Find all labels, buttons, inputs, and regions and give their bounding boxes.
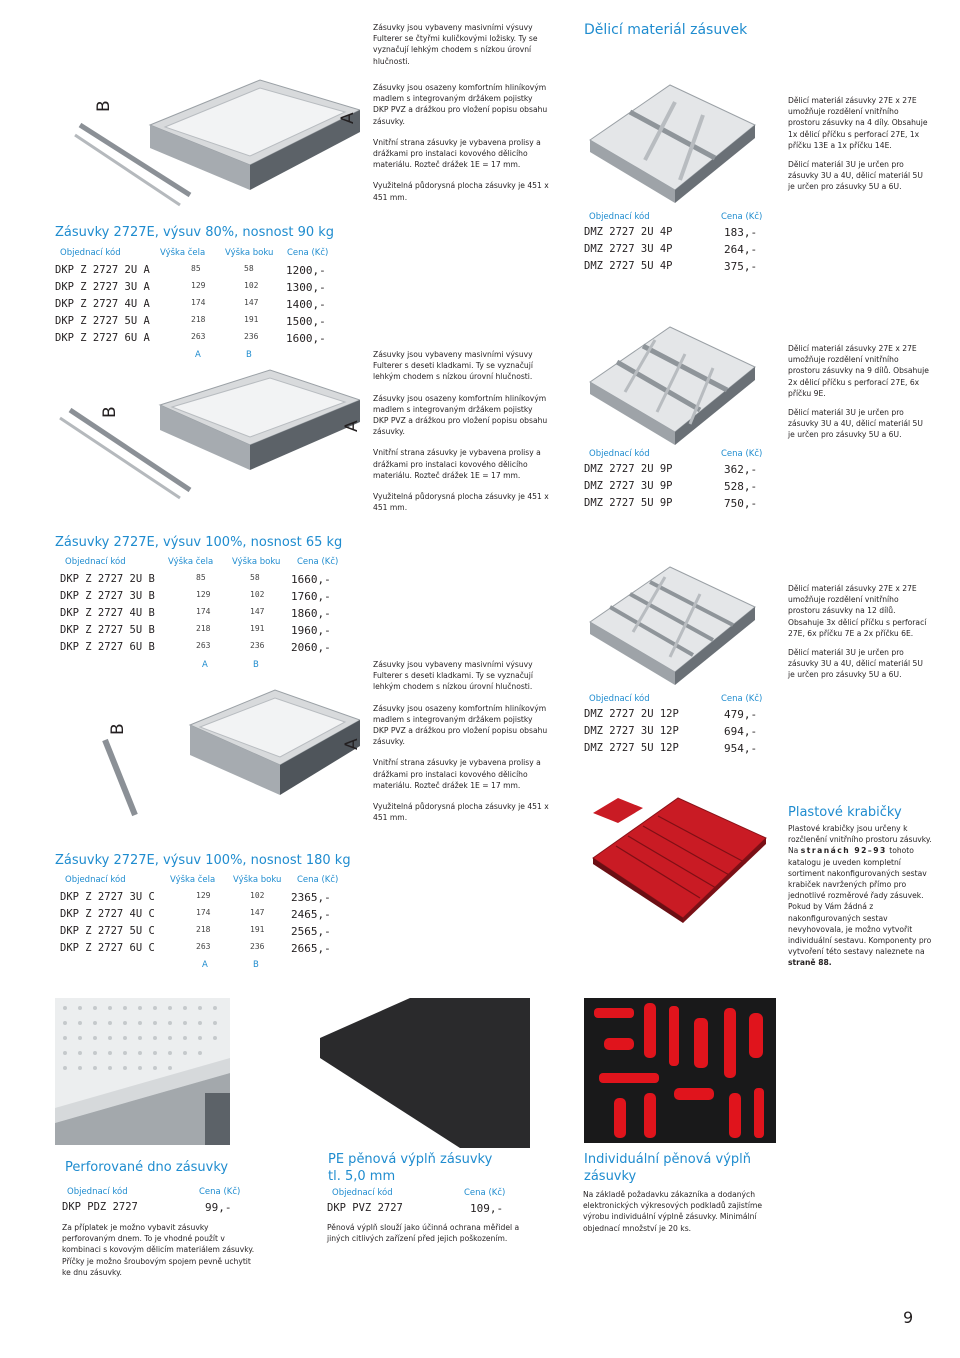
table-header: [60, 873, 345, 889]
divider-image-9p: [585, 312, 760, 447]
perforated-bottom-image: [55, 998, 230, 1145]
divider-image-12p: [585, 552, 760, 687]
individual-title-2: zásuvky: [584, 1169, 637, 1184]
mid-text-3: [373, 659, 549, 833]
hdr-code: Objednací kód: [589, 694, 650, 704]
mid-text-1: [373, 82, 549, 213]
letter-b-3: B: [108, 723, 128, 735]
drawer-table-100-180: [60, 873, 345, 968]
foam-title-1: PE pěnová výplň zásuvky: [328, 1152, 493, 1167]
individual-title: [584, 1151, 751, 1185]
hdr-front: Výška čela: [168, 557, 214, 567]
mid-3-p0: Zásuvky jsou vybaveny masivními výsuvy Fulterer s deseti kladkami. Ty se vyznačují lehkým chodem s nízkou úrovní hlučnosti.: [373, 660, 533, 692]
hdr-price: Cena (Kč): [297, 557, 339, 567]
perforated-table: [62, 1185, 262, 1221]
letter-b-2: B: [100, 406, 120, 418]
mid-1-p1: Zásuvky jsou osazeny komfortním hliníkovým madlem s integrovaným držákem pojistky DKP PVZ a drážkou pro vložení popisu obsahu zásuvky.: [373, 83, 548, 126]
table-row: DMZ 2727 5U 4P 375,-: [584, 260, 758, 273]
hdr-code: Objednací kód: [65, 557, 126, 567]
divider-table-12p: [584, 692, 784, 757]
mid-3-p1: Zásuvky jsou osazeny komfortním hliníkovým madlem s integrovaným držákem pojistky DKP PVZ a drážkou pro vložení popisu obsahu zásuvky.: [373, 703, 548, 747]
hdr-code: Objednací kód: [589, 449, 650, 459]
table-header: [60, 555, 345, 571]
hdr-price: Cena (Kč): [287, 248, 329, 258]
individual-foam-image: [584, 998, 776, 1143]
hdr-code: Objednací kód: [65, 875, 126, 885]
divider-table-4p: [584, 210, 784, 275]
divider-4p-desc1: Dělicí materiál zásuvky 27E x 27E umožňuje rozdělení vnitřního prostoru zásuvky na 4 díly. Obsahuje 1x dělicí příčku s perforací 27E, 1x příčku 13E a 1x příčku 14E.: [788, 96, 928, 150]
hdr-front: Výška čela: [170, 875, 216, 885]
intro-text-top: Zásuvky jsou vybaveny masivními výsuvy Fulterer se čtyřmi kuličkovými ložisky. Ty se vyznačují lehkým chodem s nízkou úrovní hlučnosti.: [373, 23, 538, 66]
label-a-1: A: [195, 350, 201, 360]
divider-9p-desc2: Dělicí materiál 3U je určen pro zásuvky 3U a 4U, dělicí materiál 5U je určen pro zásuvky 5U a 6U.: [788, 408, 923, 440]
plastic-boxes-image: [588, 778, 768, 923]
page-number: 9: [903, 1308, 914, 1327]
letter-a-1: A: [338, 112, 358, 124]
section-title-100-65: Zásuvky 2727E, výsuv 100%, nosnost 65 kg: [55, 535, 343, 550]
mid-2-p1: Zásuvky jsou osazeny komfortním hliníkovým madlem s integrovaným držákem pojistky DKP PVZ a drážkou pro vložení popisu obsahu zásuvky.: [373, 393, 548, 437]
foam-table: [327, 1186, 527, 1222]
table-row: DMZ 2727 5U 12P 954,-: [584, 742, 758, 755]
mid-3-p3: Využitelná půdorysná plocha zásuvky je 451 x 451 mm.: [373, 802, 549, 823]
letter-a-2: A: [342, 420, 362, 432]
plastic-text-a: Plastové krabičky jsou určeny k rozčlenění vnitřního prostoru zásuvky. Na: [788, 824, 932, 856]
hdr-code: Objednací kód: [67, 1187, 128, 1197]
table-row: DKP Z 2727 2U B 85 58 1660,-: [60, 573, 331, 586]
table-row: DKP Z 2727 6U A 263 236 1600,-: [55, 332, 326, 345]
table-row: DKP Z 2727 3U C 129 102 2365,-: [60, 891, 331, 904]
divider-9p-desc1: Dělicí materiál zásuvky 27E x 27E umožňuje rozdělení vnitřního prostoru zásuvky na 9 dílů. Obsahuje 2x dělicí příčku s perforací 27E, 6x příčku 9E.: [788, 344, 929, 398]
table-row: DKP Z 2727 3U A 129 102 1300,-: [55, 281, 326, 294]
drawer-image-100-180: [95, 680, 360, 820]
table-row: DKP Z 2727 6U C 263 236 2665,-: [60, 942, 331, 955]
divider-desc-12p: [788, 583, 930, 691]
divider-12p-desc1: Dělicí materiál zásuvky 27E x 27E umožňuje rozdělení vnitřního prostoru zásuvky na 12 dílů. Obsahuje 3x dělicí příčku s perforací 27E, 6x příčku 7E a 2x příčku 6E.: [788, 584, 927, 638]
letter-b-1: B: [94, 100, 114, 112]
hdr-price: Cena (Kč): [721, 449, 763, 459]
table-row: DMZ 2727 3U 9P 528,-: [584, 480, 758, 493]
label-b-2: B: [253, 660, 259, 670]
mid-2-p2: Vnitřní strana zásuvky je vybavena prolisy a drážkami pro instalaci kovového dělicího materiálu. Rozteč drážek 1E = 17 mm.: [373, 448, 541, 480]
hdr-front: Výška čela: [160, 248, 206, 258]
foam-liner-image: [320, 998, 530, 1148]
mid-3-p2: Vnitřní strana zásuvky je vybavena prolisy a drážkami pro instalaci kovového dělicího materiálu. Rozteč drážek 1E = 17 mm.: [373, 758, 541, 790]
mid-1-p3: Využitelná půdorysná plocha zásuvky je 451 x 451 mm.: [373, 181, 549, 202]
table-row: DKP Z 2727 5U B 218 191 1960,-: [60, 624, 331, 637]
hdr-price: Cena (Kč): [721, 694, 763, 704]
table-row: DKP Z 2727 4U C 174 147 2465,-: [60, 908, 331, 921]
hdr-price: Cena (Kč): [199, 1187, 241, 1197]
drawer-image-80: [70, 70, 360, 210]
drawer-image-100-65: [40, 360, 360, 500]
divider-table-9p: [584, 447, 784, 512]
perforated-desc: Za příplatek je možno vybavit zásuvky perforovaným dnem. To je vhodné použít v kombinaci s kovovým dělicím materiálem zásuvky. Příčky je možno šroubovým spojem pevně uchytit ke dnu zásuvky.: [62, 1223, 255, 1277]
table-row: DKP Z 2727 4U B 174 147 1860,-: [60, 607, 331, 620]
plastic-text-b: tohoto katalogu je uveden kompletní sortiment nakonfigurovaných sestav krabiček navržených přímo pro jednotlivé rozměrové řady zásuvek. Pokud by Vám žádná z nakonfigurovaných sestav nevyhovovala, je možno vytvořit individuální sestavu. Komponenty pro vytvoření této sestavy naleznete na: [788, 846, 932, 957]
table-row: DKP Z 2727 6U B 263 236 2060,-: [60, 641, 331, 654]
divider-12p-desc2: Dělicí materiál 3U je určen pro zásuvky 3U a 4U, dělicí materiál 5U je určen pro zásuvky 5U a 6U.: [788, 648, 923, 680]
plastic-text-spaced: stranách 92–93: [800, 846, 887, 856]
table-row: DKP PVZ 2727 109,-: [327, 1202, 504, 1215]
label-a-3: A: [202, 960, 208, 970]
label-a-2: A: [202, 660, 208, 670]
divider-title: Dělicí materiál zásuvek: [584, 22, 748, 38]
table-row: DMZ 2727 5U 9P 750,-: [584, 497, 758, 510]
divider-desc-4p: [788, 95, 930, 203]
table-row: DMZ 2727 2U 4P 183,-: [584, 226, 758, 239]
table-row: DKP PDZ 2727 99,-: [62, 1201, 232, 1214]
table-row: DMZ 2727 3U 12P 694,-: [584, 725, 758, 738]
label-b-1: B: [246, 350, 252, 360]
section-title-80: Zásuvky 2727E, výsuv 80%, nosnost 90 kg: [55, 225, 335, 240]
table-row: DKP Z 2727 5U A 218 191 1500,-: [55, 315, 326, 328]
letter-a-3: A: [342, 738, 362, 750]
table-header: [55, 246, 335, 262]
hdr-side: Výška boku: [232, 557, 281, 567]
table-row: DMZ 2727 2U 12P 479,-: [584, 708, 758, 721]
hdr-price: Cena (Kč): [464, 1188, 506, 1198]
table-row: DKP Z 2727 4U A 174 147 1400,-: [55, 298, 326, 311]
mid-text-2: [373, 349, 549, 523]
table-row: DKP Z 2727 5U C 218 191 2565,-: [60, 925, 331, 938]
hdr-price: Cena (Kč): [721, 212, 763, 222]
foam-title-2: tl. 5,0 mm: [328, 1169, 396, 1184]
mid-2-p0: Zásuvky jsou vybaveny masivními výsuvy Fulterer s deseti kladkami. Ty se vyznačují lehkým chodem s nízkou úrovní hlučnosti.: [373, 350, 533, 382]
drawer-table-80: [55, 246, 335, 356]
table-row: DKP Z 2727 3U B 129 102 1760,-: [60, 590, 331, 603]
hdr-side: Výška boku: [225, 248, 274, 258]
mid-1-p2: Vnitřní strana zásuvky je vybavena prolisy a drážkami pro instalaci kovového dělicího materiálu. Rozteč drážek 1E = 17 mm.: [373, 137, 541, 170]
hdr-code: Objednací kód: [332, 1188, 393, 1198]
divider-desc-9p: [788, 343, 930, 451]
table-row: DMZ 2727 3U 4P 264,-: [584, 243, 758, 256]
hdr-price: Cena (Kč): [297, 875, 339, 885]
divider-4p-desc2: Dělicí materiál 3U je určen pro zásuvky 3U a 4U, dělicí materiál 5U je určen pro zásuvky 5U a 6U.: [788, 160, 923, 192]
individual-desc: Na základě požadavku zákazníka a dodaných elektronických výkresových podkladů zajistíme výrobu individuální výplně zásuvky. Minimální objednací množství je 20 ks.: [583, 1190, 763, 1233]
drawer-table-100-65: [60, 555, 345, 665]
label-b-3: B: [253, 960, 259, 970]
table-row: DKP Z 2727 2U A 85 58 1200,-: [55, 264, 326, 277]
mid-2-p3: Využitelná půdorysná plocha zásuvky je 451 x 451 mm.: [373, 492, 549, 513]
hdr-code: Objednací kód: [60, 248, 121, 258]
foam-desc: Pěnová výplň slouží jako účinná ochrana měřidel a jiných citlivých zařízení před jejich poškozením.: [327, 1223, 520, 1244]
plastic-link[interactable]: straně 88.: [788, 958, 832, 968]
individual-title-1: Individuální pěnová výplň: [584, 1152, 752, 1167]
hdr-side: Výška boku: [233, 875, 282, 885]
plastic-text: [788, 823, 932, 969]
table-row: DMZ 2727 2U 9P 362,-: [584, 463, 758, 476]
hdr-code: Objednací kód: [589, 212, 650, 222]
section-title-100-180: Zásuvky 2727E, výsuv 100%, nosnost 180 kg: [55, 853, 351, 868]
foam-title: [328, 1151, 492, 1185]
perforated-title: Perforované dno zásuvky: [65, 1160, 229, 1175]
plastic-title: Plastové krabičky: [788, 805, 902, 820]
divider-image-4p: [585, 70, 760, 205]
